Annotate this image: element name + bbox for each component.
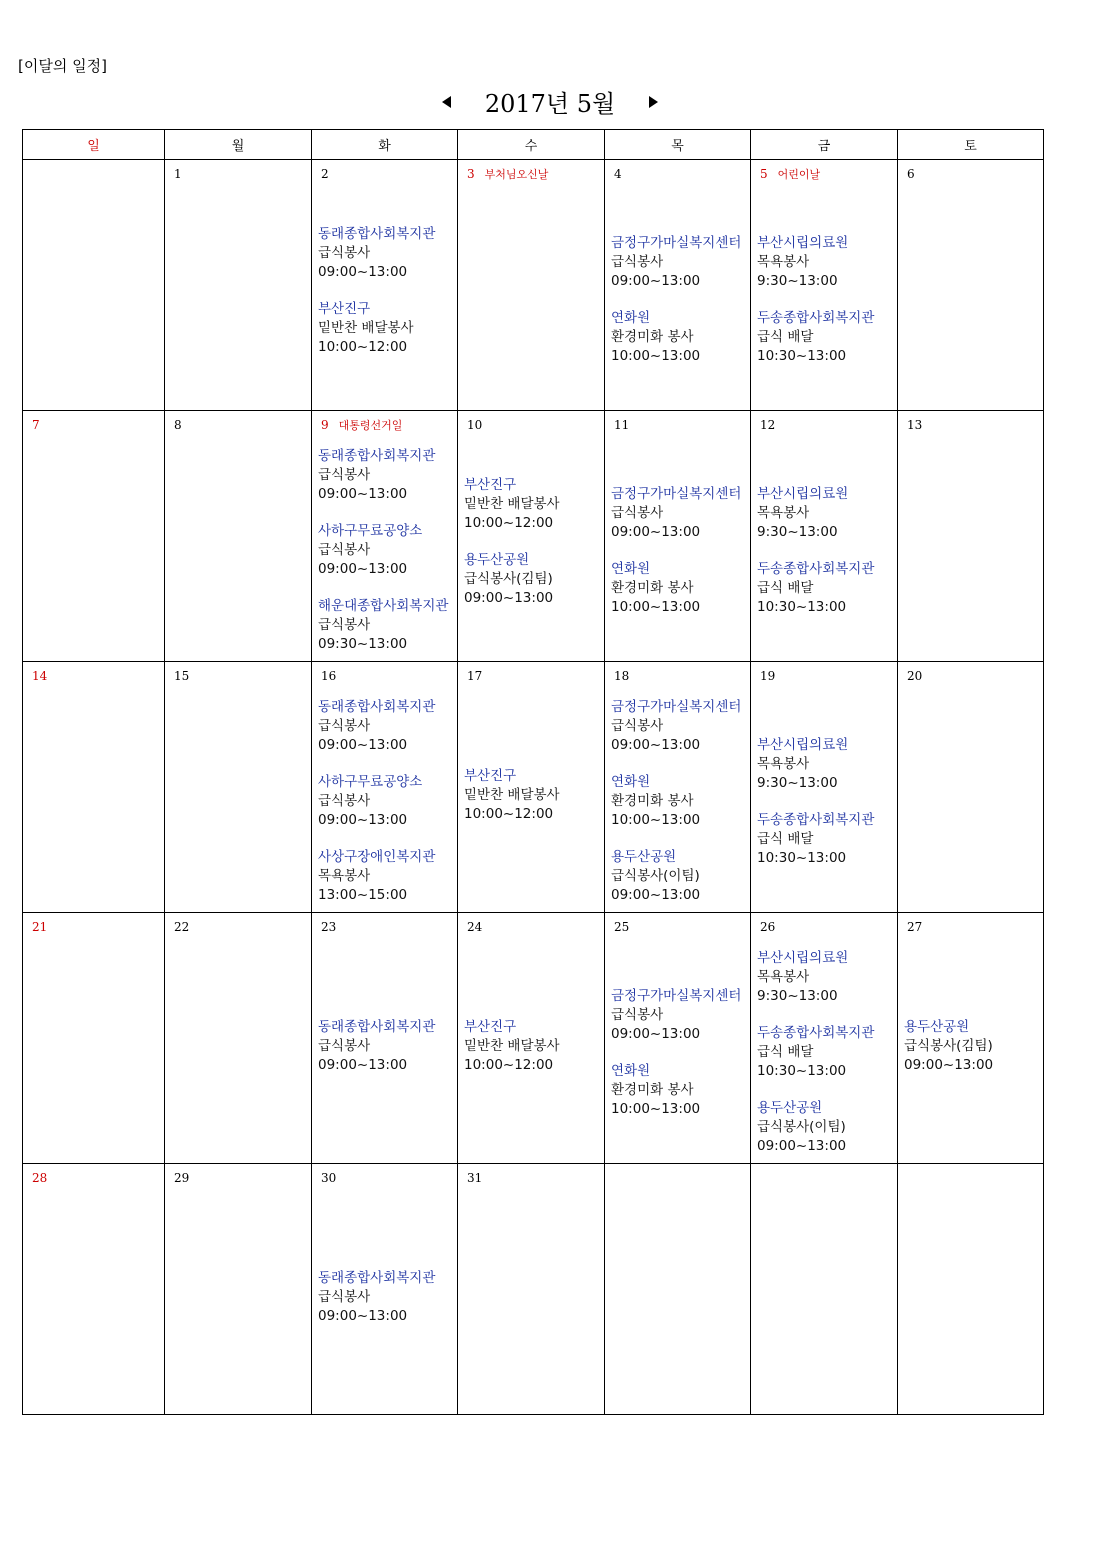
event-entry[interactable] [611, 773, 748, 830]
event-activity: 급식봉사 [318, 245, 371, 261]
event-entry[interactable] [757, 1099, 895, 1156]
day-cell[interactable] [751, 1164, 898, 1415]
day-header [614, 666, 750, 686]
event-entry[interactable] [611, 698, 748, 755]
event-list [318, 225, 455, 357]
event-place: 금정구가마실복지센터 [611, 699, 742, 715]
day-cell[interactable] [751, 411, 898, 662]
day-cell[interactable] [751, 160, 898, 411]
event-place: 해운대종합사회복지관 [318, 598, 449, 614]
event-time: 10:00~12:00 [464, 806, 554, 822]
event-time: 09:00~13:00 [318, 1057, 408, 1073]
event-list [611, 234, 748, 366]
event-place: 금정구가마실복지센터 [611, 486, 742, 502]
event-place: 두송종합사회복지관 [757, 1025, 875, 1041]
day-number: 15 [174, 669, 190, 683]
day-number: 30 [321, 1171, 337, 1185]
event-place: 부산진구 [464, 477, 517, 493]
holiday-label: 어린이날 [777, 168, 821, 181]
day-header [321, 666, 457, 686]
day-number: 16 [321, 669, 337, 683]
day-cell[interactable] [605, 913, 751, 1164]
event-list [318, 1269, 455, 1326]
event-time: 09:00~13:00 [611, 737, 701, 753]
event-place: 용두산공원 [757, 1100, 823, 1116]
event-time: 10:00~12:00 [464, 515, 554, 531]
page-label: [이달의 일정] [18, 57, 107, 75]
event-time: 09:00~13:00 [318, 737, 408, 753]
event-list [757, 949, 895, 1156]
event-activity: 급식 배달 [757, 831, 814, 847]
day-header [614, 415, 750, 435]
event-entry[interactable] [611, 1062, 748, 1119]
event-list [611, 698, 748, 905]
event-place: 부산시립의료원 [757, 737, 849, 753]
calendar-table [22, 129, 1044, 1415]
day-header [32, 415, 164, 435]
event-place: 금정구가마실복지센터 [611, 235, 742, 251]
day-header [467, 666, 604, 686]
day-header [321, 415, 457, 435]
calendar-body [23, 160, 1044, 1415]
event-entry[interactable] [318, 522, 455, 579]
day-cell[interactable] [312, 411, 458, 662]
day-cell[interactable] [23, 913, 165, 1164]
event-activity: 급식봉사 [318, 718, 371, 734]
day-header [174, 1168, 311, 1188]
day-number: 29 [174, 1171, 190, 1185]
day-cell[interactable] [898, 411, 1044, 662]
event-activity: 급식봉사 [318, 793, 371, 809]
event-list [318, 447, 455, 654]
day-cell[interactable] [898, 913, 1044, 1164]
event-time: 09:00~13:00 [318, 264, 408, 280]
day-cell[interactable] [23, 1164, 165, 1415]
event-time: 10:00~13:00 [611, 599, 701, 615]
event-place: 동래종합사회복지관 [318, 448, 436, 464]
event-activity: 급식봉사(김팀) [464, 571, 553, 587]
event-activity: 급식 배달 [757, 329, 814, 345]
day-header [321, 917, 457, 937]
day-cell[interactable] [458, 411, 605, 662]
month-title: 2017년 5월 [484, 90, 616, 118]
event-entry[interactable] [757, 234, 895, 291]
event-place: 연화원 [611, 774, 651, 790]
day-header [907, 917, 1043, 937]
day-header [614, 1168, 750, 1188]
event-place: 용두산공원 [464, 552, 530, 568]
event-time: 10:00~12:00 [318, 339, 408, 355]
day-header [32, 666, 164, 686]
event-activity: 환경미화 봉사 [611, 329, 694, 345]
event-time: 09:00~13:00 [318, 486, 408, 502]
event-place: 동래종합사회복지관 [318, 1019, 436, 1035]
day-cell[interactable] [312, 1164, 458, 1415]
event-list [464, 476, 602, 608]
event-entry[interactable] [611, 560, 748, 617]
day-header [614, 917, 750, 937]
day-cell[interactable] [165, 662, 312, 913]
event-entry[interactable] [464, 551, 602, 608]
event-time: 09:00~13:00 [611, 1026, 701, 1042]
event-activity: 급식봉사 [318, 467, 371, 483]
event-list [464, 1018, 602, 1075]
event-time: 9:30~13:00 [757, 775, 838, 791]
event-time: 10:30~13:00 [757, 850, 847, 866]
month-header [0, 84, 1100, 119]
day-number: 20 [907, 669, 923, 683]
day-cell[interactable] [23, 160, 165, 411]
day-cell[interactable] [605, 411, 751, 662]
event-activity: 급식봉사 [611, 1007, 664, 1023]
event-time: 09:00~13:00 [757, 1138, 847, 1154]
day-cell[interactable] [312, 913, 458, 1164]
event-list [904, 1018, 1041, 1075]
event-time: 10:00~12:00 [464, 1057, 554, 1073]
day-header [321, 1168, 457, 1188]
day-header [907, 164, 1043, 184]
event-place: 부산시립의료원 [757, 486, 849, 502]
event-entry[interactable] [318, 1269, 455, 1326]
event-entry[interactable] [611, 234, 748, 291]
event-list [757, 485, 895, 617]
week-row [23, 160, 1044, 411]
event-activity: 목욕봉사 [757, 756, 810, 772]
day-number: 27 [907, 920, 923, 934]
event-list [611, 485, 748, 617]
event-place: 두송종합사회복지관 [757, 310, 875, 326]
day-number: 21 [32, 920, 48, 934]
event-place: 동래종합사회복지관 [318, 1270, 436, 1286]
day-header [467, 917, 604, 937]
day-header [174, 666, 311, 686]
event-place: 연화원 [611, 1063, 651, 1079]
day-number: 1 [174, 167, 182, 181]
day-cell[interactable] [898, 662, 1044, 913]
day-cell[interactable] [165, 160, 312, 411]
event-entry[interactable] [611, 987, 748, 1044]
day-number: 17 [467, 669, 483, 683]
event-time: 09:00~13:00 [318, 561, 408, 577]
event-activity: 밑반찬 배달봉사 [464, 1038, 560, 1054]
week-row [23, 662, 1044, 913]
event-place: 부산진구 [464, 768, 517, 784]
event-entry[interactable] [611, 485, 748, 542]
event-list [757, 736, 895, 868]
event-time: 10:00~13:00 [611, 1101, 701, 1117]
event-entry[interactable] [464, 767, 602, 824]
event-activity: 환경미화 봉사 [611, 580, 694, 596]
event-list [611, 987, 748, 1119]
week-row [23, 913, 1044, 1164]
event-entry[interactable] [757, 560, 895, 617]
day-number: 10 [467, 418, 483, 432]
day-cell[interactable] [23, 662, 165, 913]
day-number: 28 [32, 1171, 48, 1185]
event-activity: 급식봉사(이팀) [611, 868, 700, 884]
event-entry[interactable] [318, 225, 455, 282]
event-activity: 밑반찬 배달봉사 [464, 787, 560, 803]
event-list [318, 1018, 455, 1075]
event-time: 09:00~13:00 [611, 887, 701, 903]
event-entry[interactable] [757, 949, 895, 1006]
event-time: 13:00~15:00 [318, 887, 408, 903]
event-entry[interactable] [611, 848, 748, 905]
event-activity: 환경미화 봉사 [611, 1082, 694, 1098]
day-header [760, 666, 897, 686]
weekday-header-sun: 일 [23, 130, 165, 160]
weekday-header-fri: 금 [751, 130, 898, 160]
event-time: 09:00~13:00 [611, 524, 701, 540]
day-number: 12 [760, 418, 776, 432]
weekday-header-mon: 월 [165, 130, 312, 160]
event-time: 09:00~13:00 [904, 1057, 994, 1073]
day-cell[interactable] [23, 411, 165, 662]
day-header [907, 415, 1043, 435]
event-entry[interactable] [757, 485, 895, 542]
event-list [318, 698, 455, 905]
event-entry[interactable] [318, 300, 455, 357]
day-number: 24 [467, 920, 483, 934]
weekday-header-wed: 수 [458, 130, 605, 160]
day-number: 31 [467, 1171, 483, 1185]
event-place: 용두산공원 [611, 849, 677, 865]
event-time: 09:00~13:00 [464, 590, 554, 606]
event-entry[interactable] [318, 848, 455, 905]
event-time: 10:00~13:00 [611, 348, 701, 364]
day-number: 22 [174, 920, 190, 934]
day-number: 8 [174, 418, 182, 432]
weekday-header-row [23, 130, 1044, 160]
event-activity: 밑반찬 배달봉사 [464, 496, 560, 512]
day-cell[interactable] [312, 160, 458, 411]
day-cell[interactable] [898, 160, 1044, 411]
event-time: 10:30~13:00 [757, 599, 847, 615]
event-activity: 급식봉사 [318, 542, 371, 558]
day-header [760, 917, 897, 937]
event-time: 10:30~13:00 [757, 1063, 847, 1079]
event-place: 사하구무료공양소 [318, 523, 423, 539]
event-entry[interactable] [318, 1018, 455, 1075]
day-header [174, 164, 311, 184]
event-activity: 급식봉사 [611, 505, 664, 521]
day-cell[interactable] [312, 662, 458, 913]
event-place: 사하구무료공양소 [318, 774, 423, 790]
event-list [464, 767, 602, 824]
day-number: 11 [614, 418, 630, 432]
day-header [467, 415, 604, 435]
event-activity: 급식봉사 [611, 254, 664, 270]
day-cell[interactable] [165, 913, 312, 1164]
event-place: 용두산공원 [904, 1019, 970, 1035]
event-place: 두송종합사회복지관 [757, 561, 875, 577]
event-activity: 목욕봉사 [757, 969, 810, 985]
day-header [760, 1168, 897, 1188]
event-time: 09:00~13:00 [611, 273, 701, 289]
day-cell[interactable] [165, 411, 312, 662]
event-time: 09:00~13:00 [318, 1308, 408, 1324]
weekday-header-tue: 화 [312, 130, 458, 160]
event-entry[interactable] [464, 476, 602, 533]
event-activity: 급식 배달 [757, 1044, 814, 1060]
event-activity: 급식봉사 [611, 718, 664, 734]
holiday-label: 부처님오신날 [484, 168, 549, 181]
day-cell[interactable] [605, 160, 751, 411]
event-activity: 급식봉사(김팀) [904, 1038, 993, 1054]
event-time: 09:30~13:00 [318, 636, 408, 652]
event-time: 09:00~13:00 [318, 812, 408, 828]
event-entry[interactable] [757, 1024, 895, 1081]
day-cell[interactable] [165, 1164, 312, 1415]
event-entry[interactable] [318, 597, 455, 654]
event-entry[interactable] [757, 309, 895, 366]
day-cell[interactable] [605, 662, 751, 913]
day-header [32, 917, 164, 937]
event-place: 동래종합사회복지관 [318, 226, 436, 242]
day-header [614, 164, 750, 184]
event-entry[interactable] [318, 698, 455, 755]
event-place: 부산시립의료원 [757, 950, 849, 966]
day-header [467, 1168, 604, 1188]
day-header [174, 917, 311, 937]
day-cell[interactable] [751, 913, 898, 1164]
event-entry[interactable] [757, 811, 895, 868]
day-number: 6 [907, 167, 915, 181]
next-month-arrow-icon[interactable] [649, 96, 658, 108]
event-entry[interactable] [464, 1018, 602, 1075]
day-number: 9 [321, 418, 329, 432]
day-header [760, 415, 897, 435]
event-place: 사상구장애인복지관 [318, 849, 436, 865]
event-place: 금정구가마실복지센터 [611, 988, 742, 1004]
event-time: 9:30~13:00 [757, 988, 838, 1004]
day-cell[interactable] [605, 1164, 751, 1415]
event-place: 연화원 [611, 561, 651, 577]
event-entry[interactable] [318, 773, 455, 830]
event-place: 연화원 [611, 310, 651, 326]
event-activity: 급식봉사 [318, 1038, 371, 1054]
day-number: 3 [467, 167, 475, 181]
day-number: 18 [614, 669, 630, 683]
weekday-header-sat: 토 [898, 130, 1044, 160]
week-row [23, 1164, 1044, 1415]
event-time: 10:30~13:00 [757, 348, 847, 364]
event-place: 부산시립의료원 [757, 235, 849, 251]
day-cell[interactable] [458, 160, 605, 411]
day-header [467, 164, 604, 184]
weekday-header-thu: 목 [605, 130, 751, 160]
event-entry[interactable] [904, 1018, 1041, 1075]
day-cell[interactable] [898, 1164, 1044, 1415]
week-row [23, 411, 1044, 662]
day-number: 5 [760, 167, 768, 181]
event-entry[interactable] [611, 309, 748, 366]
day-number: 14 [32, 669, 48, 683]
event-activity: 밑반찬 배달봉사 [318, 320, 414, 336]
day-header [32, 1168, 164, 1188]
event-time: 9:30~13:00 [757, 273, 838, 289]
event-list [757, 234, 895, 366]
day-header [760, 164, 897, 184]
event-place: 부산진구 [464, 1019, 517, 1035]
day-number: 25 [614, 920, 630, 934]
day-header [907, 1168, 1043, 1188]
event-place: 부산진구 [318, 301, 371, 317]
day-number: 2 [321, 167, 329, 181]
previous-month-arrow-icon[interactable] [442, 96, 451, 108]
event-activity: 목욕봉사 [757, 505, 810, 521]
holiday-label: 대통령선거일 [338, 419, 403, 432]
event-activity: 급식봉사 [318, 1289, 371, 1305]
event-activity: 급식봉사(이팀) [757, 1119, 846, 1135]
day-number: 23 [321, 920, 337, 934]
event-activity: 목욕봉사 [318, 868, 371, 884]
day-number: 13 [907, 418, 923, 432]
day-cell[interactable] [751, 662, 898, 913]
day-cell[interactable] [458, 1164, 605, 1415]
day-number: 26 [760, 920, 776, 934]
event-place: 두송종합사회복지관 [757, 812, 875, 828]
event-activity: 환경미화 봉사 [611, 793, 694, 809]
day-number: 7 [32, 418, 40, 432]
day-header [321, 164, 457, 184]
event-time: 9:30~13:00 [757, 524, 838, 540]
event-entry[interactable] [757, 736, 895, 793]
event-entry[interactable] [318, 447, 455, 504]
day-cell[interactable] [458, 913, 605, 1164]
event-activity: 목욕봉사 [757, 254, 810, 270]
day-number: 4 [614, 167, 622, 181]
day-header [174, 415, 311, 435]
event-time: 10:00~13:00 [611, 812, 701, 828]
event-activity: 급식 배달 [757, 580, 814, 596]
event-activity: 급식봉사 [318, 617, 371, 633]
day-cell[interactable] [458, 662, 605, 913]
event-place: 동래종합사회복지관 [318, 699, 436, 715]
day-number: 19 [760, 669, 776, 683]
day-header [32, 164, 164, 184]
day-header [907, 666, 1043, 686]
